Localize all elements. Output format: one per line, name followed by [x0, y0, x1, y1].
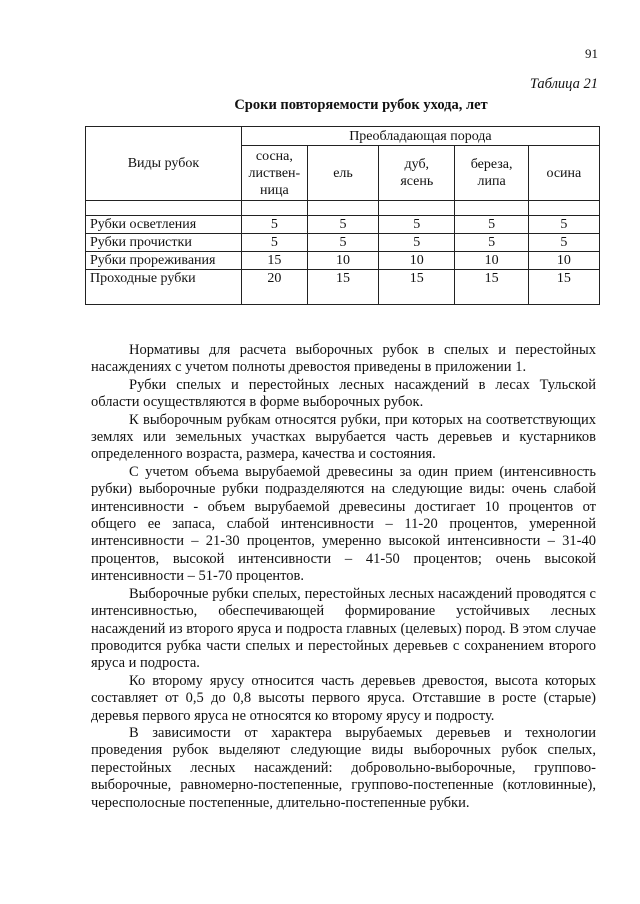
- table-cell: 10: [455, 252, 528, 270]
- table-cell: 5: [379, 216, 455, 234]
- table-cell: 15: [241, 252, 307, 270]
- paragraph: Рубки спелых и перестойных лесных насаждений в лесах Тульской области осуществляются в форме выборочных рубок.: [91, 376, 596, 411]
- paragraph: С учетом объема вырубаемой древесины за один прием (интенсивность рубки) выборочные рубки подразделяются на следующие виды: очень слабой интенсивности - объем вырубаемой древесины достигает 10 процентов от общего ее запаса, слабой интенсивности – 11-20 процентов, умеренной интенсивности – 21-30 процентов, умеренно высокой интенсивности – 31-40 процентов, высокой интенсивности – 41-50 процентов; очень высокой интенсивности – 51-70 процентов.: [91, 463, 596, 585]
- column-header-line: ясень: [400, 174, 434, 189]
- column-header-line: дуб,: [404, 157, 430, 172]
- column-header-line: ель: [333, 165, 353, 181]
- table-cell: 10: [528, 252, 599, 270]
- table-cell: 20: [241, 270, 307, 305]
- table-cell: 5: [241, 216, 307, 234]
- table-cell: 5: [307, 216, 378, 234]
- column-header-line: осина: [546, 165, 582, 181]
- column-header-aspen: [528, 146, 599, 201]
- table-spacer-cell: [379, 201, 455, 216]
- table-cell: 5: [528, 216, 599, 234]
- paragraph: К выборочным рубкам относятся рубки, при которых на соответствующих землях или земельных участках вырубается часть деревьев и кустарников определенного возраста, размера, качества и состояния.: [91, 411, 596, 463]
- column-header-line: листвен-: [248, 165, 301, 181]
- table-row: [86, 252, 600, 270]
- table-row: [86, 234, 600, 252]
- column-header-line: береза,: [470, 157, 513, 172]
- paragraph: В зависимости от характера вырубаемых деревьев и технологии проведения рубок выделяют следующие виды выборочных рубок спелых, перестойных лесных насаждений: добровольно-выборочные, группово-выборочные, равномерно-постепенные, группово-постепенные (котловинные), чересполосные постепенные, длительно-постепенные рубки.: [91, 724, 596, 811]
- column-header-spruce: [307, 146, 378, 201]
- table-cell: 5: [241, 234, 307, 252]
- column-header-oak-ash: [379, 146, 455, 201]
- table-cell: 10: [307, 252, 378, 270]
- header-dominant-species: Преобладающая порода: [241, 127, 599, 146]
- table-row: [86, 270, 600, 305]
- table-cell: 5: [455, 234, 528, 252]
- row-label: Проходные рубки: [86, 270, 242, 305]
- table-cell: 5: [455, 216, 528, 234]
- table-cell: 5: [528, 234, 599, 252]
- felling-frequency-table: [85, 126, 600, 305]
- table-spacer-cell: [307, 201, 378, 216]
- column-header-pine-larch: [241, 146, 307, 201]
- table-cell: 15: [379, 270, 455, 305]
- table-spacer-cell: [86, 201, 242, 216]
- column-header-line: ница: [260, 182, 289, 198]
- table-cell: 15: [307, 270, 378, 305]
- paragraph: Ко второму ярусу относится часть деревьев древостоя, высота которых составляет от 0,5 до 0,8 высоты первого яруса. Отставшие в росте (старые) деревья первого яруса не относятся ко второму ярусу и подросту.: [91, 672, 596, 724]
- header-felling-types: Виды рубок: [86, 127, 242, 201]
- column-header-line: липа: [477, 174, 506, 189]
- row-label: Рубки прореживания: [86, 252, 242, 270]
- table-spacer-cell: [455, 201, 528, 216]
- table-row: [86, 216, 600, 234]
- table-title-text: Сроки повторяемости рубок ухода, лет: [234, 97, 488, 113]
- paragraph: Выборочные рубки спелых, перестойных лесных насаждений проводятся с интенсивностью, обеспечивающей формирование устойчивых лесных насаждений из второго яруса и подроста главных (целевых) пород. В этом случае проводится рубка части спелых и перестойных деревьев с сохранением второго яруса и подроста.: [91, 585, 596, 672]
- table-title: [0, 97, 640, 114]
- paragraph: Нормативы для расчета выборочных рубок в спелых и перестойных насаждениях с учетом полноты древостоя приведены в приложении 1.: [91, 342, 596, 376]
- body-text: [91, 342, 596, 812]
- table-cell: 10: [379, 252, 455, 270]
- table-spacer-cell: [241, 201, 307, 216]
- table-spacer-cell: [528, 201, 599, 216]
- table-cell: 5: [379, 234, 455, 252]
- table-cell: 15: [528, 270, 599, 305]
- column-header-birch-linden: [455, 146, 528, 201]
- table-cell: 15: [455, 270, 528, 305]
- column-header-line: сосна,: [255, 148, 293, 164]
- page-number: 91: [585, 46, 598, 61]
- row-label: Рубки осветления: [86, 216, 242, 234]
- table-label: Таблица 21: [529, 76, 598, 92]
- row-label: Рубки прочистки: [86, 234, 242, 252]
- table-cell: 5: [307, 234, 378, 252]
- table-spacer-row: [86, 201, 600, 216]
